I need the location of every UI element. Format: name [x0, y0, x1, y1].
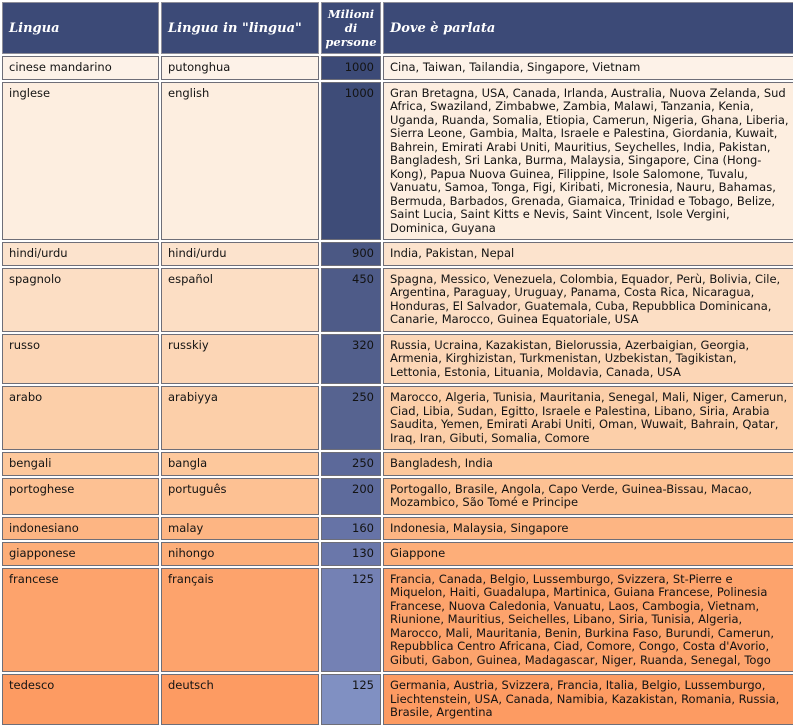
cell-where-spoken: Portogallo, Brasile, Angola, Capo Verde, Guinea-Bissau, Macao, Mozambico, São Tomé e Principe	[383, 478, 793, 515]
cell-language: russo	[2, 334, 159, 385]
table-row	[2, 334, 793, 385]
column-header-millions-line1: Milioni	[327, 7, 375, 21]
cell-millions-of-people: 125	[321, 674, 381, 725]
table-row	[2, 268, 793, 332]
cell-millions-of-people: 450	[321, 268, 381, 332]
table-header	[2, 2, 793, 54]
cell-millions-of-people: 250	[321, 386, 381, 450]
column-header-millions-line3: persone	[325, 35, 377, 49]
cell-language: bengali	[2, 452, 159, 476]
cell-language: inglese	[2, 82, 159, 241]
cell-language: tedesco	[2, 674, 159, 725]
table-row	[2, 452, 793, 476]
cell-language: cinese mandarino	[2, 56, 159, 80]
cell-language: indonesiano	[2, 517, 159, 541]
cell-millions-of-people: 200	[321, 478, 381, 515]
cell-where-spoken: Indonesia, Malaysia, Singapore	[383, 517, 793, 541]
cell-millions-of-people: 160	[321, 517, 381, 541]
cell-native-name: português	[161, 478, 319, 515]
cell-native-name: english	[161, 82, 319, 241]
cell-where-spoken: Giappone	[383, 542, 793, 566]
cell-native-name: bangla	[161, 452, 319, 476]
cell-millions-of-people: 1000	[321, 56, 381, 80]
column-header-millions-line2: di	[344, 21, 358, 35]
cell-millions-of-people: 130	[321, 542, 381, 566]
cell-native-name: español	[161, 268, 319, 332]
table-row	[2, 674, 793, 725]
cell-language: francese	[2, 568, 159, 673]
cell-native-name: nihongo	[161, 542, 319, 566]
cell-language: spagnolo	[2, 268, 159, 332]
header-row	[2, 2, 793, 54]
cell-where-spoken: Bangladesh, India	[383, 452, 793, 476]
cell-language: hindi/urdu	[2, 242, 159, 266]
table-row	[2, 517, 793, 541]
cell-where-spoken: Cina, Taiwan, Tailandia, Singapore, Vietnam	[383, 56, 793, 80]
cell-where-spoken: Germania, Austria, Svizzera, Francia, Italia, Belgio, Lussemburgo, Liechtenstein, USA, Canada, Namibia, Kazakistan, Romania, Russia, Brasile, Argentina	[383, 674, 793, 725]
table-row	[2, 386, 793, 450]
table-row	[2, 82, 793, 241]
cell-where-spoken: Gran Bretagna, USA, Canada, Irlanda, Australia, Nuova Zelanda, Sud Africa, Swaziland, Zimbabwe, Zambia, Malawi, Tanzania, Kenia, Uganda, Ruanda, Somalia, Etiopia, Camerun, Nigeria, Ghana, Liberia, Sierra Leone, Gambia, Malta, Israele e Palestina, Giordania, Kuwait, Bahrein, Emirati Arabi Uniti, Mauritius, Seychelles, India, Pakistan, Bangladesh, Sri Lanka, Burma, Malaysia, Singapore, Cina (Hong-Kong), Papua Nuova Guinea, Filippine, Isole Salomone, Tuvalu, Vanuatu, Samoa, Tonga, Figi, Kiribati, Micronesia, Nauru, Bahamas, Bermuda, Barbados, Grenada, Giamaica, Trinidad e Tobago, Belize, Saint Lucia, Saint Kitts e Nevis, Saint Vincent, Isole Vergini, Dominica, Guyana	[383, 82, 793, 241]
table-row	[2, 242, 793, 266]
cell-where-spoken: Spagna, Messico, Venezuela, Colombia, Equador, Perù, Bolivia, Cile, Argentina, Paraguay, Uruguay, Panama, Costa Rica, Nicaragua, Honduras, El Salvador, Guatemala, Cuba, Repubblica Dominicana, Canarie, Marocco, Guinea Equatoriale, USA	[383, 268, 793, 332]
cell-native-name: deutsch	[161, 674, 319, 725]
cell-native-name: russkiy	[161, 334, 319, 385]
table-row	[2, 56, 793, 80]
cell-language: giapponese	[2, 542, 159, 566]
column-header-native-name: Lingua in "lingua"	[161, 2, 319, 54]
cell-millions-of-people: 1000	[321, 82, 381, 241]
cell-where-spoken: India, Pakistan, Nepal	[383, 242, 793, 266]
cell-language: arabo	[2, 386, 159, 450]
cell-where-spoken: Francia, Canada, Belgio, Lussemburgo, Svizzera, St-Pierre e Miquelon, Haiti, Guadalupa, Martinica, Guiana Francese, Polinesia Francese, Nuova Caledonia, Vanuatu, Laos, Cambogia, Vietnam, Riunione, Mauritius, Seichelles, Libano, Siria, Tunisia, Algeria, Marocco, Mali, Mauritania, Benin, Burkina Faso, Burundi, Camerun, Repubblica Centro Africana, Ciad, Comore, Congo, Costa d'Avorio, Gibuti, Gabon, Guinea, Madagascar, Niger, Ruanda, Senegal, Togo	[383, 568, 793, 673]
cell-native-name: malay	[161, 517, 319, 541]
cell-native-name: hindi/urdu	[161, 242, 319, 266]
cell-where-spoken: Russia, Ucraina, Kazakistan, Bielorussia, Azerbaigian, Georgia, Armenia, Kirghizistan, Turkmenistan, Uzbekistan, Tagikistan, Lettonia, Estonia, Lituania, Moldavia, Canada, USA	[383, 334, 793, 385]
cell-language: portoghese	[2, 478, 159, 515]
cell-native-name: français	[161, 568, 319, 673]
cell-where-spoken: Marocco, Algeria, Tunisia, Mauritania, Senegal, Mali, Niger, Camerun, Ciad, Libia, Sudan, Egitto, Israele e Palestina, Libano, Siria, Arabia Saudita, Yemen, Emirati Arabi Uniti, Oman, Wuwait, Bahrain, Qatar, Iraq, Iran, Gibuti, Somalia, Comore	[383, 386, 793, 450]
table-row	[2, 542, 793, 566]
table-body	[2, 56, 793, 725]
cell-millions-of-people: 250	[321, 452, 381, 476]
cell-millions-of-people: 125	[321, 568, 381, 673]
cell-native-name: arabiyya	[161, 386, 319, 450]
table-row	[2, 478, 793, 515]
cell-millions-of-people: 320	[321, 334, 381, 385]
column-header-millions	[321, 2, 381, 54]
column-header-where-spoken: Dove è parlata	[383, 2, 793, 54]
cell-millions-of-people: 900	[321, 242, 381, 266]
column-header-language: Lingua	[2, 2, 159, 54]
cell-native-name: putonghua	[161, 56, 319, 80]
table-row	[2, 568, 793, 673]
